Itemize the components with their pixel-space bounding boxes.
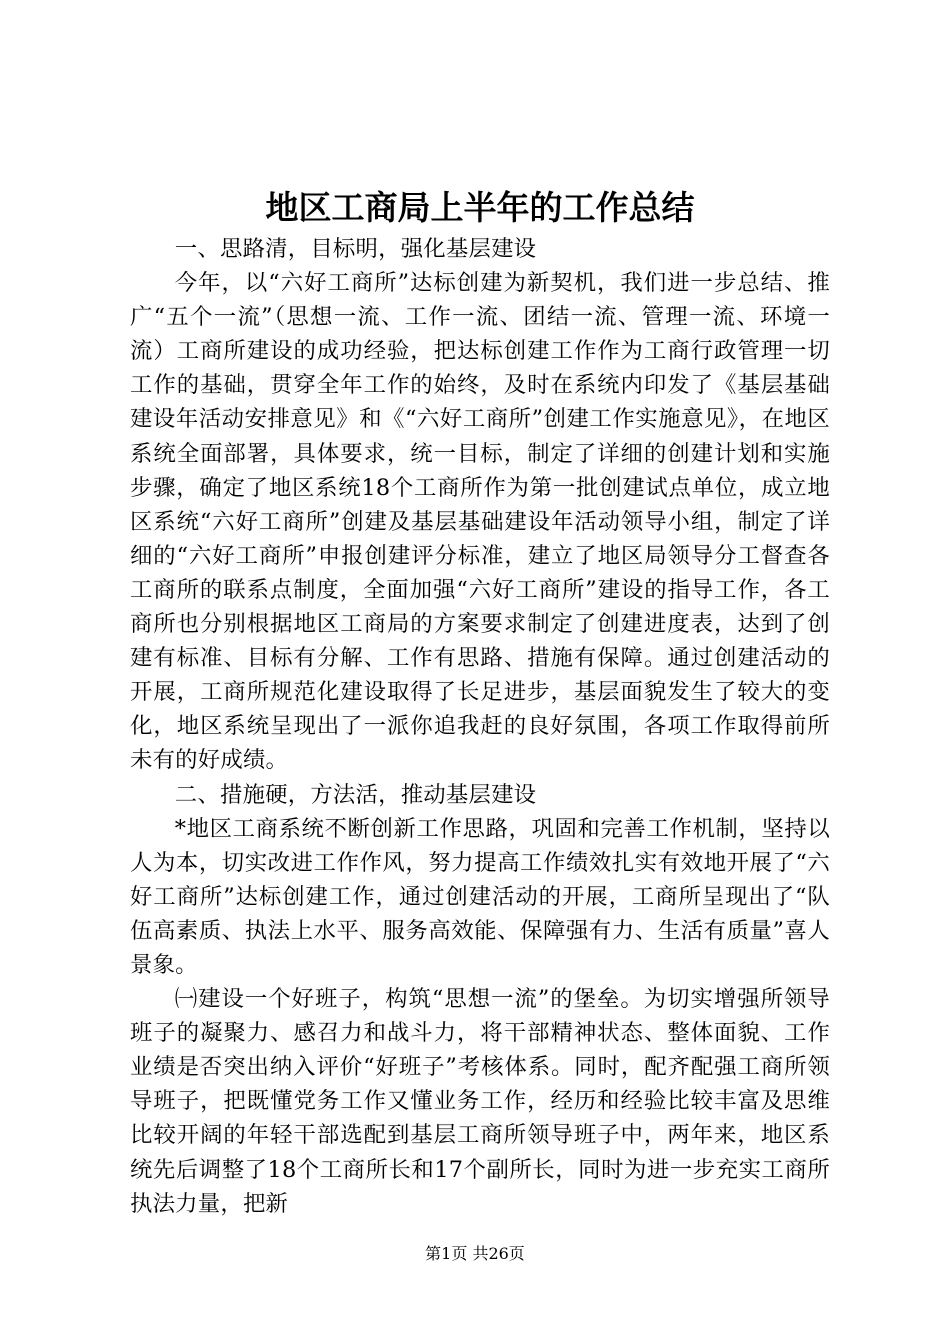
page-footer: 第1页 共26页 (425, 1244, 525, 1263)
section-heading-2: 二、措施硬，方法活，推动基层建设 (174, 781, 537, 808)
paragraph-2: *地区工商系统不断创新工作思路，巩固和完善工作机制，坚持以人为本，切实改进工作作风，努力提高工作绩效扎实有效地开展了“六好工商所”达标创建工作，通过创建活动的开展，工商所呈现出了“队伍高素质、执法上水平、服务高效能、保障强有力、生活有质量”喜人景象。 (130, 815, 830, 978)
paragraph-3: ㈠建设一个好班子，构筑“思想一流”的堡垒。为切实增强所领导班子的凝聚力、感召力和战斗力，将干部精神状态、整体面貌、工作业绩是否突出纳入评价“好班子”考核体系。同时，配齐配强工商所领导班子，把既懂党务工作又懂业务工作，经历和经验比较丰富及思维比较开阔的年轻干部选配到基层工商所领导班子中，两年来，地区系统先后调整了18个工商所长和17个副所长，同时为进一步充实工商所执法力量，把新 (130, 986, 830, 1217)
paragraph-1: 今年，以“六好工商所”达标创建为新契机，我们进一步总结、推广“五个一流”（思想一流、工作一流、团结一流、管理一流、环境一流）工商所建设的成功经验，把达标创建工作作为工商行政管理一切工作的基础，贯穿全年工作的始终，及时在系统内印发了《基层基础建设年活动安排意见》和《“六好工商所”创建工作实施意见》，在地区系统全面部署，具体要求，统一目标，制定了详细的创建计划和实施步骤，确定了地区系统18个工商所作为第一批创建试点单位，成立地区系统“六好工商所”创建及基层基础建设年活动领导小组，制定了详细的“六好工商所”申报创建评分标准，建立了地区局领导分工督查各工商所的联系点制度，全面加强“六好工商所”建设的指导工作，各工商所也分别根据地区工商局的方案要求制定了创建进度表，达到了创建有标准、目标有分解、工作有思路、措施有保障。通过创建活动的开展，工商所规范化建设取得了长足进步，基层面貌发生了较大的变化，地区系统呈现出了一派你追我赶的良好氛围，各项工作取得前所未有的好成绩。 (130, 270, 830, 774)
section-heading-1: 一、思路清，目标明，强化基层建设 (174, 236, 537, 262)
document-body (130, 232, 830, 1221)
document-title: 地区工商局上半年的工作总结 (265, 188, 695, 227)
